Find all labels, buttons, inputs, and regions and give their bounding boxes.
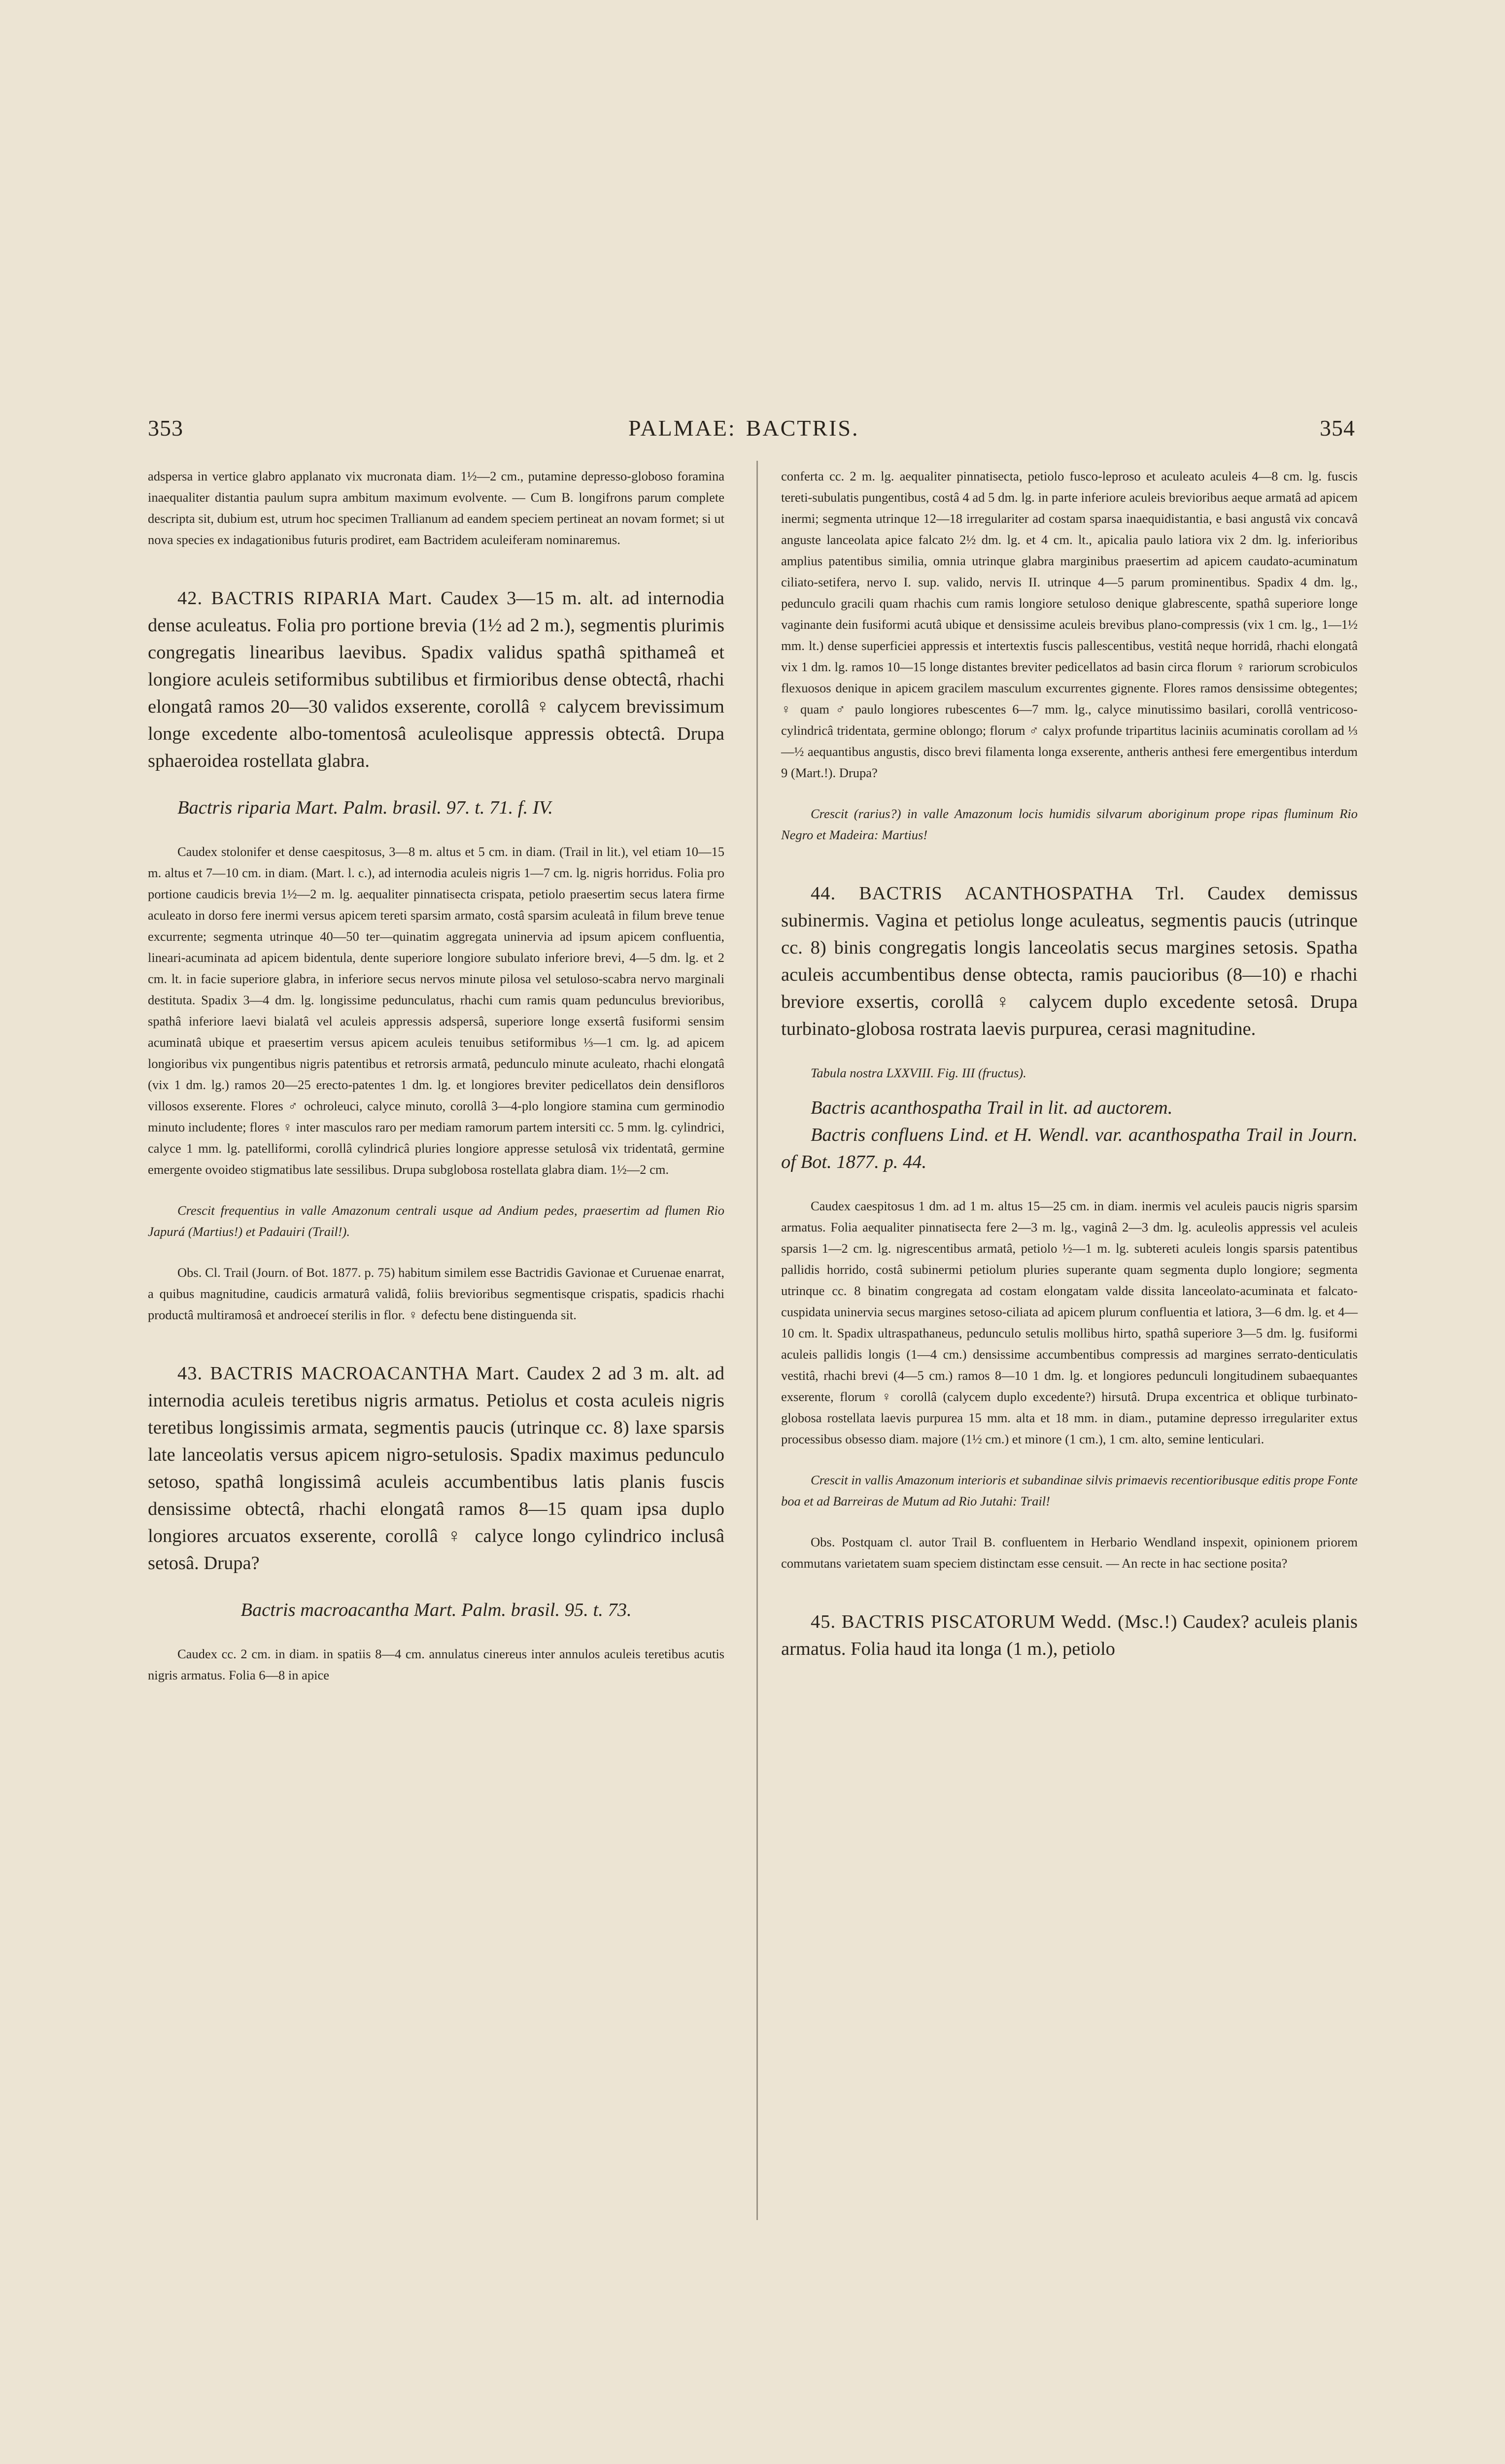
running-title — [623, 415, 864, 441]
continued-description: conferta cc. 2 m. lg. aequaliter pinnatisecta, petiolo fusco-leproso et aculeato aculeis 4—8 cm. lg. fuscis tereti-subulatis pungentibus, costâ 4 ad 5 dm. lg. in parte inferiore aculeis brevioribus aeque armatâ ad apicem inermi; segmenta utrinque 12—18 irregulariter ad costam sparsa inaequidistantia, e basi angustâ vix concavâ anguste lanceolata apice falcato 2½ dm. lg. et 4 cm. lt., apicalia paulo latiora vix 2 dm. lg. inferioribus amplius patentibus similia, omnia utrinque glabra marginibus praesertim ad apicem caudato-acuminatum ciliato-setifera, nervo I. sup. valido, nervis II. utrinque 4—5 parum prominentibus. Spadix 4 dm. lg., pedunculo gracili quam rhachis cum ramis longiore setuloso denique glabrescente, spathâ superiore longe vaginante dein fusiformi acutâ ubique et densissime aculeis brevibus plano-compressis (vix 1 cm. lg., 1—1½ mm. lt.) dense superficiei appressis et intertextis fuscis pallescentibus, vestitâ neque horridâ, rhachi elongatâ vix 1 dm. lg. ramos 10—15 longe distantes breviter pedicellatos ad basin circa florum ♀ rariorum scrobiculos flexuosos denique in apicem gracilem masculum excurrentes gignente. Flores ramos densissime obtegentes; ♀ quam ♂ paulo longiores rubescentes 6—7 mm. lg., calyce minutissimo basilari, corollâ ventricoso-cylindricâ tridentata, germine oblongo; florum ♂ calyx profunde tripartitus laciniis acuminatis corollam ad ⅓—½ aequantibus angustis, disco brevi filamenta longa exserente, antheris anthesi fere emergentibus interdum 9 (Mart.!). Drupa? — [781, 469, 1358, 780]
species-42-reference: Bactris riparia Mart. Palm. brasil. 97. t. 71. f. IV. — [177, 797, 553, 818]
species-45-section — [781, 1608, 1358, 1663]
species-44-plate-reference: Tabula nostra LXXVIII. Fig. III (fructus). — [811, 1065, 1026, 1080]
species-43-description: Caudex cc. 2 cm. in diam. in spatiis 8—4 cm. annulatus cinereus inter annulos aculeis teretibus acutis nigris armatus. Folia 6—8 in apice — [148, 1646, 724, 1682]
species-45-text: Caudex? aculeis planis armatus. Folia haud ita longa (1 m.), petiolo — [781, 1611, 1358, 1659]
species-43-reference: Bactris macroacantha Mart. Palm. brasil. 95. t. 73. — [240, 1600, 632, 1620]
running-family: PALMAE: — [628, 415, 736, 441]
species-42-diagnosis — [148, 585, 724, 775]
species-44-distribution: Crescit in vallis Amazonum interioris et subandinae silvis primaevis recentioribusque editis prope Fonte boa et ad Barreiras de Mutum ad Rio Jutahi: Trail! — [781, 1472, 1358, 1508]
species-42-section — [148, 585, 724, 1326]
species-43-text: Caudex 2 ad 3 m. alt. ad internodia aculeis teretibus nigris armatus. Petiolus et costa aculeis nigris teretibus longissimis armata, segmentis paucis (utrinque cc. 8) laxe sparsis late lanceolatis versus apicem nigro-setulosis. Spadix maximus pedunculo setoso, spathâ longissimâ aculeis accumbentibus latis planis fuscis densissime obtectâ, rhachi elongatâ ramos 8—15 quam ipsa duplo longiores arcuatos exserente, corollâ ♀ calyce longo cylindrico inclusâ setosâ. Drupa? — [148, 1363, 725, 1574]
species-42-heading: 42. BACTRIS RIPARIA Mart. — [177, 588, 433, 609]
species-44-reference-2: Bactris confluens Lind. et H. Wendl. var. acanthospatha Trail in Journ. of Bot. 1877. p. 44. — [781, 1125, 1358, 1172]
right-column — [781, 466, 1358, 1663]
species-44-description: Caudex caespitosus 1 dm. ad 1 m. altus 15—25 cm. in diam. inermis vel aculeis paucis nigris sparsim armatus. Folia aequaliter pinnatisecta fere 2—3 m. lg., vaginâ 2—3 dm. lg. aculeolis appressis vel aculeis sparsis 1—2 cm. lg. nigrescentibus armatâ, petiolo ½—1 m. lg. subtereti aculeis longis sparsis patentibus pallidis horrido, costâ subinermi petiolum pluries superante quam segmenta duplo longiore; segmenta utrinque cc. 8 binatim congregata ad costam elongatam valde dissita lanceolato-acuminata et falcato-cuspidata uninervia secus margines setoso-ciliata ad apicem plurum confluentia et latiora, 3—6 dm. lg. et 4—10 cm. lt. Spadix ultraspathaneus, pedunculo setulis mollibus hirto, spathâ superiore 3—5 dm. lg. fusiformi aculeis pallidis longis (1—4 cm.) densissime accumbentibus compressis ad margines serrato-denticulatis vestitâ, rhachi brevi (4—5 cm.) ramos 8—10 1 dm. lg. et longiores pedunculi longitudinem subaequantes exserente, florum ♀ corollâ (calycem duplo excedente?) hirsutâ. Drupa excentrica et oblique turbinato-globosa rostellata laevis purpurea 15 mm. alta et 18 mm. in diam., putamine depresso irregulariter extus processibus obsesso diam. majore (1½ cm.) et minore (1 cm.), 1 cm. alto, semine lenticulari. — [781, 1198, 1358, 1446]
page-number-right: 354 — [1320, 415, 1355, 441]
running-genus: BACTRIS. — [746, 415, 859, 441]
species-42-distribution: Crescit frequentius in valle Amazonum centrali usque ad Andium pedes, praesertim ad flumen Rio Japurá (Martius!) et Padauiri (Trail!). — [148, 1203, 724, 1239]
species-43-section — [148, 1360, 724, 1686]
species-42-observation: Obs. Cl. Trail (Journ. of Bot. 1877. p. 75) habitum similem esse Bactridis Gavionae et Curuenae enarrat, a quibus magnitudine, caudicis armaturâ validâ, foliis brevioribus segmentisque crispatis, spadicis rhachi productâ multiramosâ et androeceí sterilis in flor. ♀ defectu bene distinguenda sit. — [148, 1265, 724, 1322]
species-44-observation: Obs. Postquam cl. autor Trail B. confluentem in Herbario Wendland inspexit, opinionem priorem commutans varietatem suam speciem distinctam esse censuit. — An recte in hac sectione posita? — [781, 1535, 1358, 1571]
species-44-heading: 44. BACTRIS ACANTHOSPATHA Trl. — [811, 883, 1185, 904]
species-42-description: Caudex stolonifer et dense caespitosus, 3—8 m. altus et 5 cm. in diam. (Trail in lit.), vel etiam 10—15 m. altus et 7—10 cm. in diam. (Mart. l. c.), ad internodia aculeis nigris 1—7 cm. lg. nigris horridus. Folia pro portione caudicis brevia 1½—2 m. lg. aequaliter pinnatisecta crispata, petiolo praesertim secus latera firme aculeato in dorso fere inermi versus apicem tereti sparsim armato, costâ sparsim aculeatâ in filum breve tenue excurrente; segmenta utrinque 40—50 ter—quinatim aggregata uninervia ad ipsum apicem confluentia, lineari-acuminata ad apicem bidentula, dente superiore longiore subulato inferiore brevi, 4—5 dm. lg. et 2 cm. lt. in facie superiore glabra, in inferiore secus nervos minute pilosa vel setuloso-scabra nervo marginali destituta. Spadix 3—4 dm. lg. longissime pedunculatus, rhachi cum ramis quam pedunculus brevioribus, spathâ inferiore laevi bialatâ vel aculeis appressis adspersâ, superiore longe exsertâ fusiformi sensim acuminatâ ubique et praesertim versus apicem aculeis tenuibus setiformibus ⅓—1 cm. lg. ad apicem longioribus vix pungentibus nigris patentibus et retrorsis armatâ, pedunculo minute aculeato, rhachi elongatâ (vix 1 dm. lg.) ramos 20—25 erecto-patentes 1 dm. lg. et longiores breviter pedicellatos dein densifloros villosos exserente. Flores ♂ ochroleuci, calyce minuto, corollâ 3—4-plo longiore stamina cum germinodio minuto includente; flores ♀ inter masculos raro per mediam ramorum partem intersiti cc. 5 mm. lg. cylindrici, calyce 1 mm. lg. patelliformi, corollâ cylindricâ pluries longiore appresse setulosâ vix tridentatâ, germine emergente ovoideo stigmatibus late sessilibus. Drupa subglobosa rostellata glabra diam. 1½—2 cm. — [148, 844, 724, 1177]
species-44-diagnosis — [781, 880, 1358, 1043]
intro-paragraph: adspersa in vertice glabro applanato vix mucronata diam. 1½—2 cm., putamine depresso-globoso foramina inaequaliter distantia paulum supra ambitum maximum evolvente. — Cum B. longifrons parum complete descripta sit, dubium est, utrum hoc specimen Trallianum ad eandem speciem pertineat an novam formet; si ut nova species ex indagationibus futuris prodiret, eam Bactridem aculeiferam nominaremus. — [148, 469, 724, 547]
species-44-section — [781, 880, 1358, 1574]
species-44-text: Caudex demissus subinermis. Vagina et petiolus longe aculeatus, segmentis paucis (utrinque cc. 8) binis congregatis longis lanceolatis secus margines setosis. Spatha aculeis accumbentibus dense obtecta, ramis paucioribus (8—10) e rhachi breviore exsertis, corollâ ♀ calycem duplo excedente setosâ. Drupa turbinato-globosa rostrata laevis purpurea, cerasi magnitudine. — [781, 883, 1358, 1039]
species-42-text: Caudex 3—15 m. alt. ad internodia dense aculeatus. Folia pro portione brevia (1½ ad 2 m.), segmentis plurimis congregatis linearibus laevibus. Spadix validus spathâ spithameâ et longiore aculeis setiformibus subtilibus et firmioribus dense obtectâ, rhachi elongatâ ramos 20—30 validos exserente, corollâ ♀ calycem brevissimum longe excedente albo-tomentosâ aculeolisque appressis obtectâ. Drupa sphaeroidea rostellata glabra. — [148, 588, 724, 771]
species-44-reference-1: Bactris acanthospatha Trail in lit. ad auctorem. — [811, 1097, 1173, 1118]
page-number-left: 353 — [148, 415, 183, 441]
page-header — [148, 415, 1355, 445]
species-43-heading: 43. BACTRIS MACROACANTHA Mart. — [177, 1363, 520, 1384]
column-divider — [756, 461, 758, 2220]
left-column — [148, 466, 724, 1686]
species-43-diagnosis — [148, 1360, 724, 1577]
species-45-diagnosis — [781, 1608, 1358, 1663]
species-43-distribution: Crescit (rarius?) in valle Amazonum locis humidis silvarum aboriginum prope ripas fluminum Rio Negro et Madeira: Martius! — [781, 806, 1358, 842]
species-45-heading: 45. BACTRIS PISCATORUM Wedd. (Msc.!) — [811, 1611, 1178, 1632]
